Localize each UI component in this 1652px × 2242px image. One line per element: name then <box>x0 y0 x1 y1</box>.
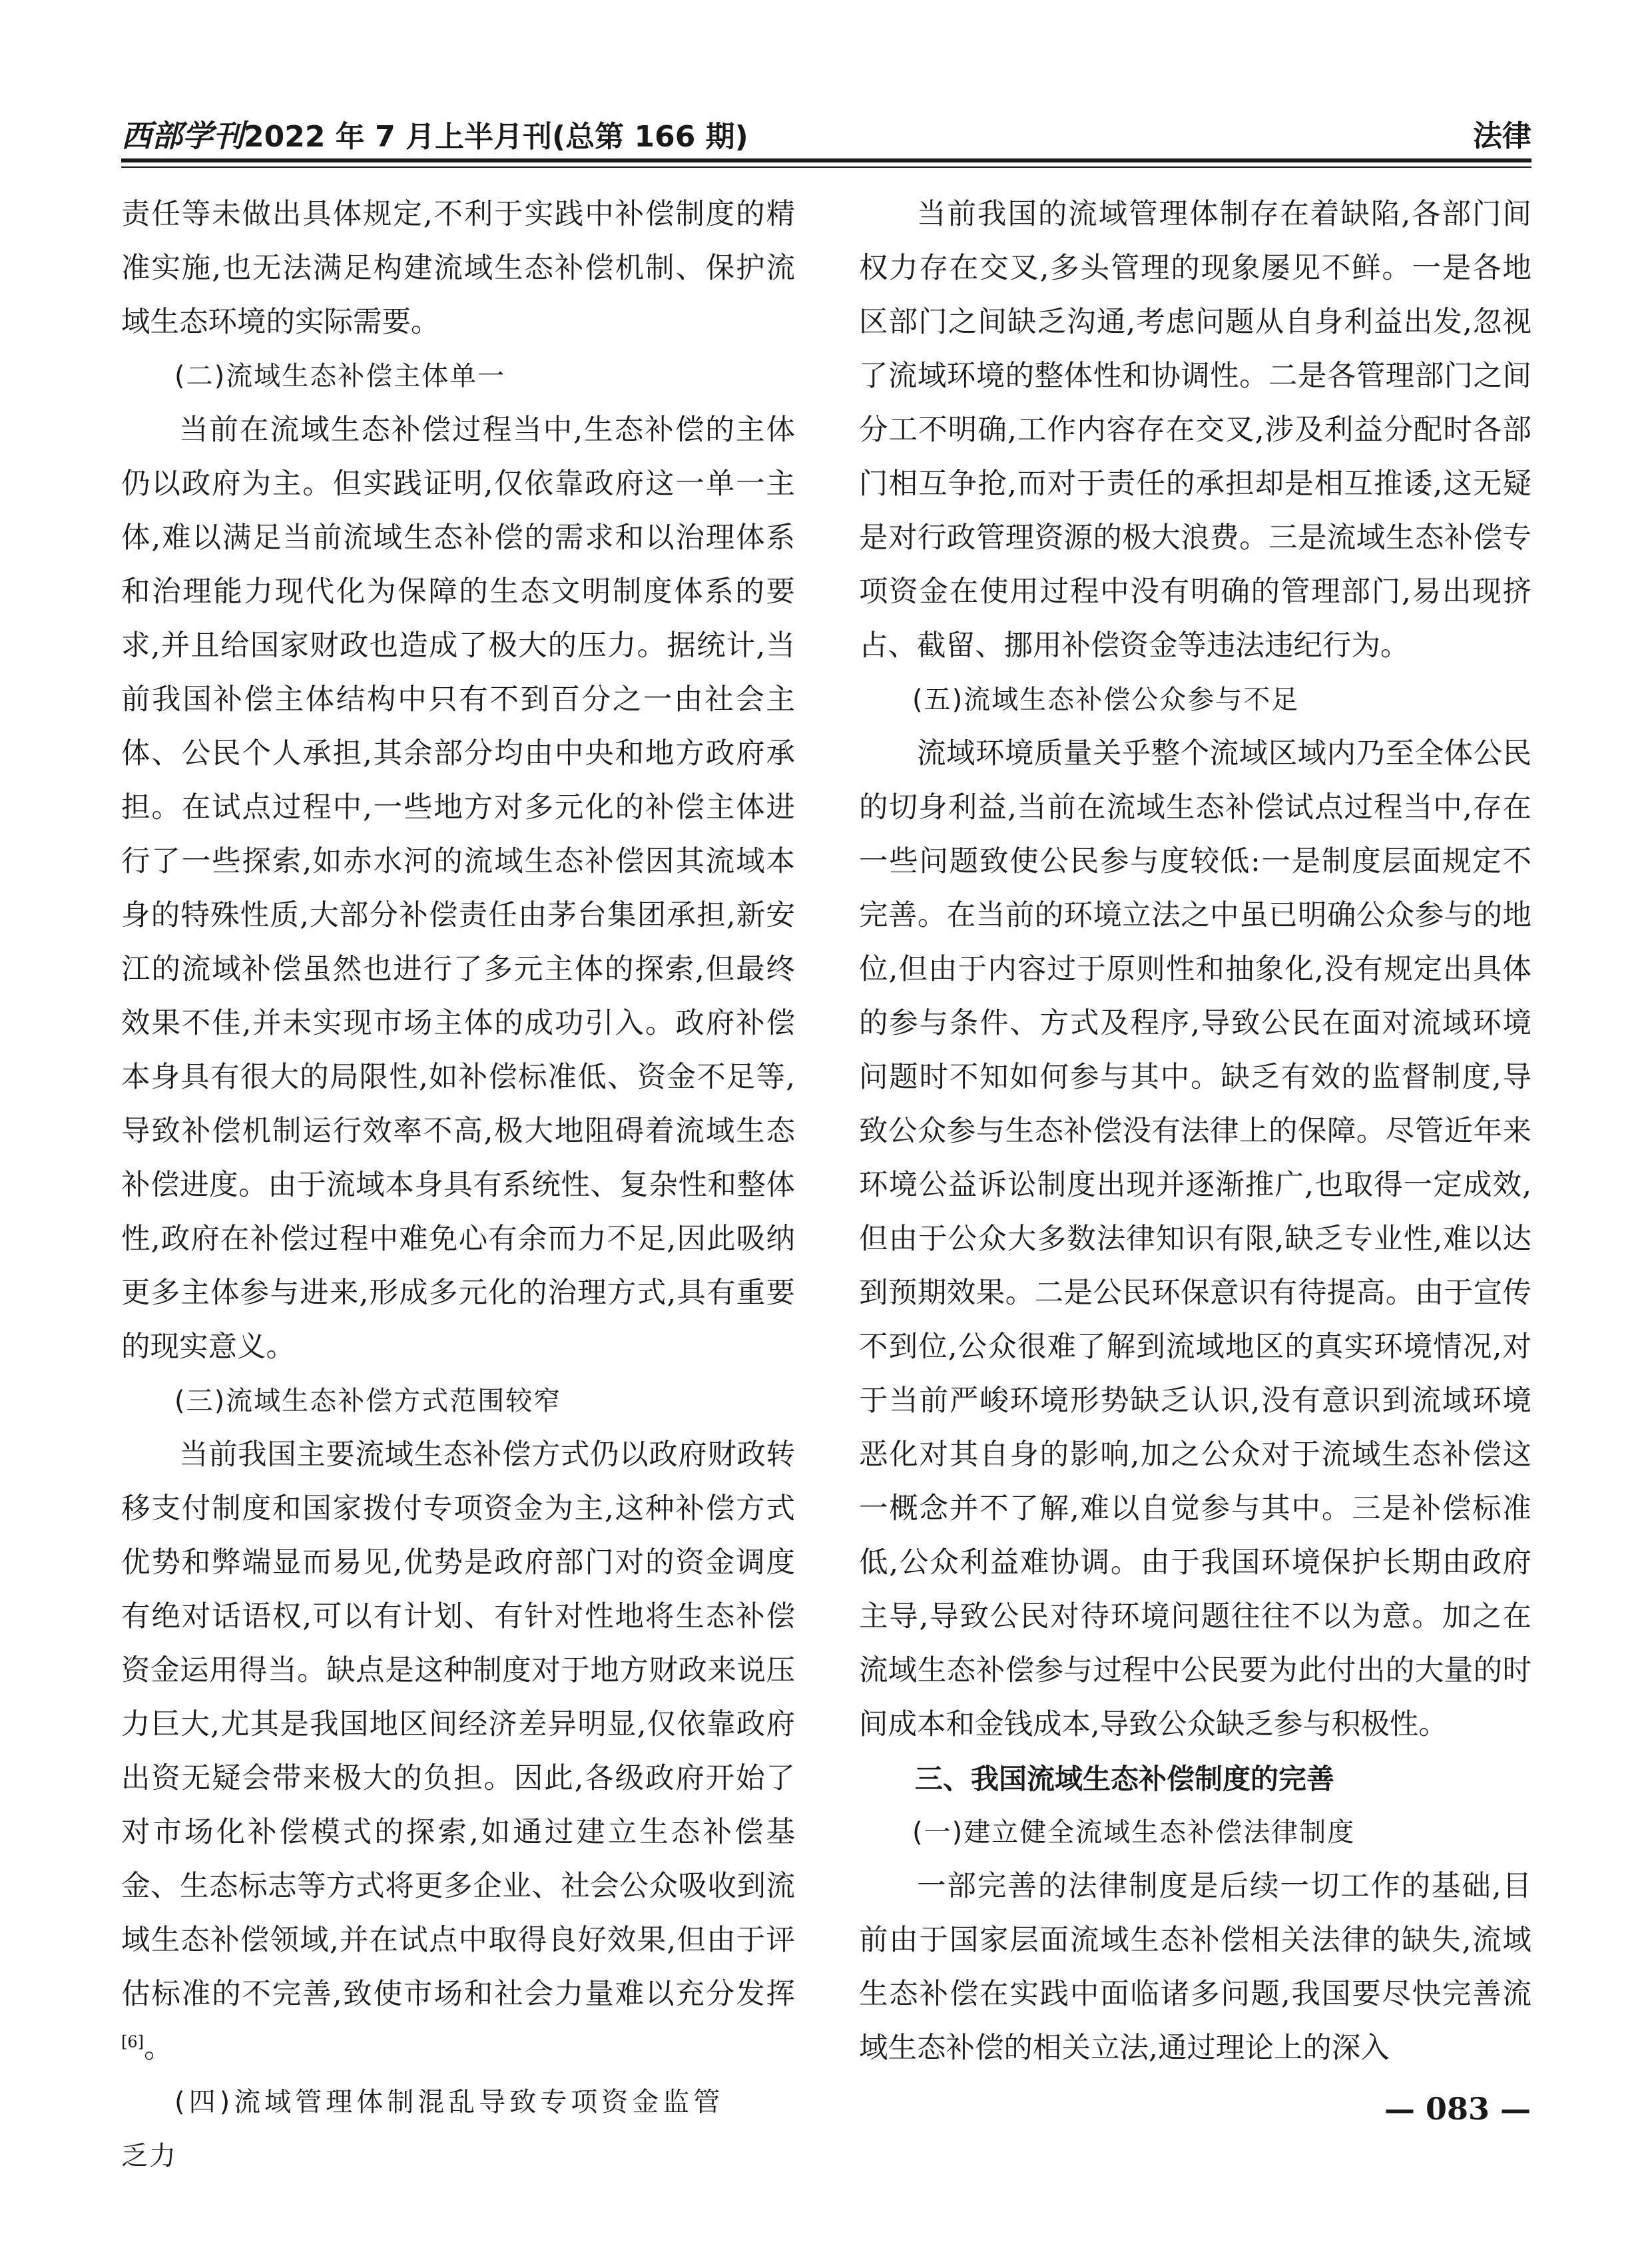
header-rule <box>121 158 1531 162</box>
paragraph: 当前在流域生态补偿过程当中,生态补偿的主体仍以政府为主。但实践证明,仅依靠政府这一单一主体,难以满足当前流域生态补偿的需求和以治理体系和治理能力现代化为保障的生态文明制度体系的要求,并且给国家财政也造成了极大的压力。据统计,当前我国补偿主体结构中只有不到百分之一由社会主体、公民个人承担,其余部分均由中央和地方政府承担。在试点过程中,一些地方对多元化的补偿主体进行了一些探索,如赤水河的流域生态补偿因其流域本身的特殊性质,大部分补偿责任由茅台集团承担,新安江的流域补偿虽然也进行了多元主体的探索,但最终效果不佳,并未实现市场主体的成功引入。政府补偿本身具有很大的局限性,如补偿标准低、资金不足等,导致补偿机制运行效率不高,极大地阻碍着流域生态补偿进度。由于流域本身具有系统性、复杂性和整体性,政府在补偿过程中难免心有余而力不足,因此吸纳更多主体参与进来,形成多元化的治理方式,具有重要的现实意义。 <box>121 414 795 1364</box>
journal-logo: 西部学刊 <box>121 118 244 154</box>
page-number: — 083 — <box>1384 2091 1531 2127</box>
subheading-continuation: 乏力 <box>121 2141 177 2171</box>
paragraph-text: 当前我国主要流域生态补偿方式仍以政府财政转移支付制度和国家拨付专项资金为主,这种补偿方式优势和弊端显而易见,优势是政府部门对的资金调度有绝对话语权,可以有计划、有针对性地将生态补偿资金运用得当。缺点是这种制度对于地方财政来说压力巨大,尤其是我国地区间经济差异明显,仅依靠政府出资无疑会带来极大的负担。因此,各级政府开始了对市场化补偿模式的探索,如通过建立生态补偿基金、生态标志等方式将更多企业、社会公众吸收到流域生态补偿领域,并在试点中取得良好效果,但由于评估标准的不完善,致使市场和社会力量难以充分发挥 <box>121 1438 795 2011</box>
paragraph <box>121 1428 795 2076</box>
running-header <box>121 112 1531 160</box>
paragraph-end: 。 <box>144 2032 173 2065</box>
subheading: (五)流域生态补偿公众参与不足 <box>912 685 1300 715</box>
section-heading: 三、我国流域生态补偿制度的完善 <box>915 1763 1335 1795</box>
right-column <box>859 188 1531 2076</box>
section-label: 法律 <box>1473 119 1531 153</box>
subheading: (一)建立健全流域生态补偿法律制度 <box>912 1817 1356 1848</box>
issue-info: 2022 年 7 月上半月刊(总第 166 期) <box>244 120 748 154</box>
citation-ref: [6] <box>121 2032 144 2052</box>
journal-header <box>121 112 748 156</box>
paragraph: 责任等未做出具体规定,不利于实践中补偿制度的精准实施,也无法满足构建流域生态补偿机制、保护流域生态环境的实际需要。 <box>121 198 795 339</box>
header-rule-thin <box>121 166 1531 168</box>
paragraph: 流域环境质量关乎整个流域区域内乃至全体公民的切身利益,当前在流域生态补偿试点过程当中,存在一些问题致使公民参与度较低:一是制度层面规定不完善。在当前的环境立法之中虽已明确公众参与的地位,但由于内容过于原则性和抽象化,没有规定出具体的参与条件、方式及程序,导致公民在面对流域环境问题时不知如何参与其中。缺乏有效的监督制度,导致公众参与生态补偿没有法律上的保障。尽管近年来环境公益诉讼制度出现并逐渐推广,也取得一定成效,但由于公众大多数法律知识有限,缺乏专业性,难以达到预期效果。二是公民环保意识有待提高。由于宣传不到位,公众很难了解到流域地区的真实环境情况,对于当前严峻环境形势缺乏认识,没有意识到流域环境恶化对其自身的影响,加之公众对于流域生态补偿这一概念并不了解,难以自觉参与其中。三是补偿标准低,公众利益难协调。由于我国环境保护长期由政府主导,导致公民对待环境问题往往不以为意。加之在流域生态补偿参与过程中公民要为此付出的大量的时间成本和金钱成本,导致公众缺乏参与积极性。 <box>859 737 1531 1741</box>
left-column <box>121 188 795 2183</box>
subheading: (三)流域生态补偿方式范围较窄 <box>174 1386 562 1416</box>
paragraph: 当前我国的流域管理体制存在着缺陷,各部门间权力存在交叉,多头管理的现象屡见不鲜。一是各地区部门之间缺乏沟通,考虑问题从自身利益出发,忽视了流域环境的整体性和协调性。二是各管理部门之间分工不明确,工作内容存在交叉,涉及利益分配时各部门相互争抢,而对于责任的承担却是相互推诿,这无疑是对行政管理资源的极大浪费。三是流域生态补偿专项资金在使用过程中没有明确的管理部门,易出现挤占、截留、挪用补偿资金等违法违纪行为。 <box>859 198 1531 663</box>
subheading: (二)流域生态补偿主体单一 <box>174 361 506 392</box>
paragraph: 一部完善的法律制度是后续一切工作的基础,目前由于国家层面流域生态补偿相关法律的缺失,流域生态补偿在实践中面临诸多问题,我国要尽快完善流域生态补偿的相关立法,通过理论上的深入 <box>859 1870 1531 2065</box>
subheading: (四)流域管理体制混乱导致专项资金监管 <box>174 2087 724 2117</box>
